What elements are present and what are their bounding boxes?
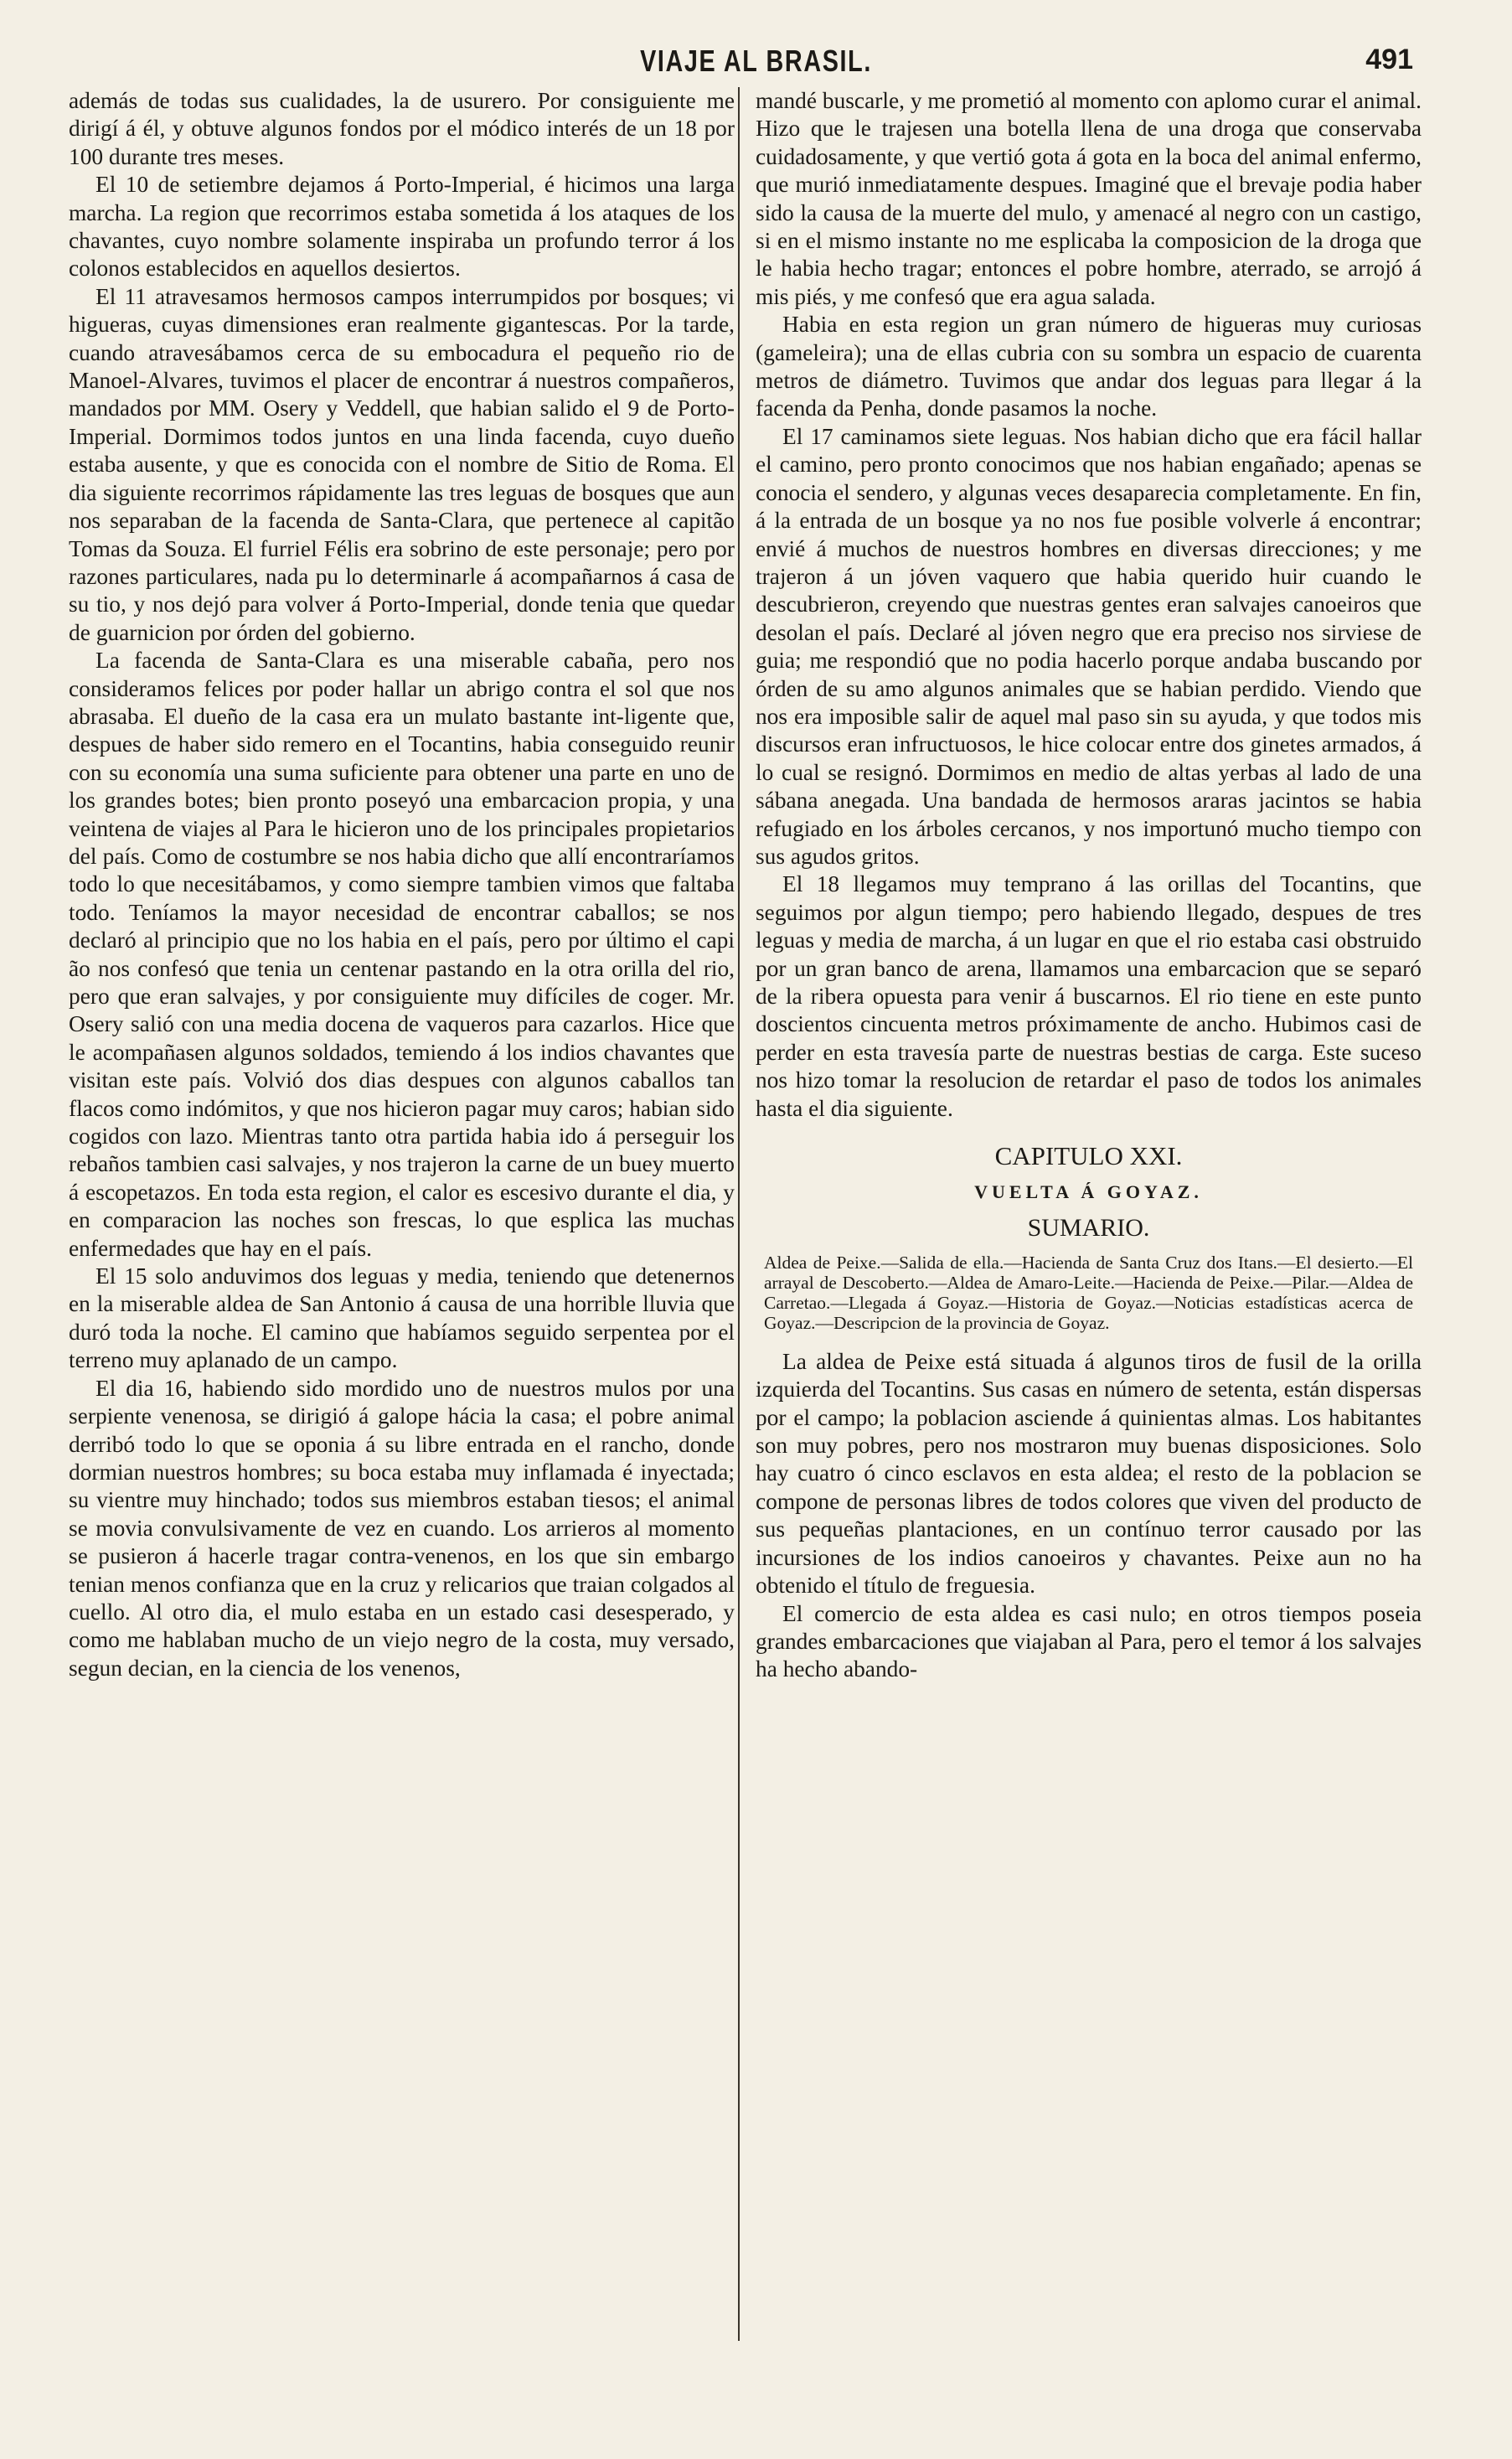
paragraph: Habia en esta region un gran número de higueras muy curiosas (gameleira); una de ellas cubria con su sombra un espacio de cuarenta metros de diámetro. Tuvimos que andar dos leguas para llegar á la facenda da Penha, donde pasamos la noche. [756, 312, 1422, 421]
page-title: VIAJE AL BRASIL. [640, 44, 872, 78]
paragraph: El 15 solo anduvimos dos leguas y media, teniendo que detenernos en la miserable aldea de San Antonio á causa de una horrible lluvia que duró toda la noche. El camino que habíamos seguido serpentea por el terreno muy aplanado de un campo. [69, 1263, 735, 1373]
paragraph: El 18 llegamos muy temprano á las orillas del Tocantins, que seguimos por algun tiempo; pero habiendo llegado, despues de tres leguas y media de marcha, á un lugar en que el rio estaba casi obstruido por un gran banco de arena, llamamos una embarcacion que se separó de la ribera opuesta para venir á buscarnos. El rio tiene en este punto doscientos cincuenta metros próximamente de ancho. Hubimos casi de perder en esta travesía parte de nuestras bestias de carga. Este suceso nos hizo tomar la resolucion de retardar el paso de todos los animales hasta el dia siguiente. [756, 871, 1422, 1121]
right-column [756, 87, 1422, 1684]
page-number: 491 [1365, 44, 1413, 75]
paragraph: mandé buscarle, y me prometió al momento con aplomo curar el animal. Hizo que le trajesen una botella llena de una droga que conservaba cuidadosamente, y que vertió gota á gota en la boca del animal enfermo, que murió inmediatamente despues. Imaginé que el brevaje podia haber sido la causa de la muerte del mulo, y amenacé al negro con un castigo, si en el mismo instante no me esplicaba la composicion de la droga que le habia hecho tragar; entonces el pobre hombre, aterrado, se arrojó á mis piés, y me confesó que era agua salada. [756, 88, 1422, 309]
paragraph: El 17 caminamos siete leguas. Nos habian dicho que era fácil hallar el camino, pero pronto conocimos que nos habian engañado; apenas se conocia el sendero, y algunas veces desaparecia completamente. En fin, á la entrada de un bosque ya no nos fue posible volverle á encontrar; envié á muchos de nuestros hombres en diversas direcciones; y me trajeron á un jóven vaquero que habia querido huir cuando le descubrieron, creyendo que nuestras gentes eran salvajes canoeiros que desolan el país. Declaré al jóven negro que era preciso nos sirviese de guia; me respondió que no podia hacerlo porque andaba buscando por órden de su amo algunos animales que se habian perdido. Viendo que nos era imposible salir de aquel mal paso sin su ayuda, y que todos mis discursos eran infructuosos, le hice colocar entre dos ginetes armados, á lo cual se resignó. Dormimos en medio de altas yerbas al lado de una sábana anegada. Una bandada de hermosos araras jacintos se habia refugiado en los árboles cercanos, y nos importunó mucho tiempo con sus agudos gritos. [756, 423, 1422, 869]
paragraph: El 10 de setiembre dejamos á Porto-Imperial, é hicimos una larga marcha. La region que recorrimos estaba sometida á los ataques de los chavantes, cuyo nombre solamente inspiraba un profundo terror á los colonos establecidos en aquellos desiertos. [69, 172, 735, 282]
paragraph: El comercio de esta aldea es casi nulo; en otros tiempos poseia grandes embarcaciones que viajaban al Para, pero el temor á los salvajes ha hecho abando- [756, 1600, 1422, 1682]
chapter-subtitle: VUELTA Á GOYAZ. [974, 1181, 1203, 1203]
summary-text: Aldea de Peixe.—Salida de ella.—Hacienda de Santa Cruz dos Itans.—El desierto.—El arrayal de Descoberto.—Aldea de Amaro-Leite.—Hacienda de Peixe.—Pilar.—Aldea de Carretao.—Llegada á Goyaz.—Historia de Goyaz.—Noticias estadísticas acerca de Goyaz.—Descripcion de la provincia de Goyaz. [764, 1252, 1413, 1333]
chapter-heading: CAPITULO XXI. [994, 1141, 1183, 1171]
running-head [0, 44, 1512, 80]
paragraph: El 11 atravesamos hermosos campos interrumpidos por bosques; vi higueras, cuyas dimensiones eran realmente gigantescas. Por la tarde, cuando atravesábamos cerca de su embocadura el pequeño rio de Manoel-Alvares, tuvimos el placer de encontrar á nuestros compañeros, mandados por MM. Osery y Veddell, que habian salido el 9 de Porto-Imperial. Dormimos todos juntos en una linda facenda, cuyo dueño estaba ausente, y que es conocida con el nombre de Sitio de Roma. El dia siguiente recorrimos rápidamente las tres leguas de bosques que aun nos separaban de la facenda de Santa-Clara, que pertenece al capitão Tomas da Souza. El furriel Félis era sobrino de este personaje; pero por razones particulares, nada pu lo determinarle á acompañarnos á casa de su tio, y nos dejó para volver á Porto-Imperial, donde tenia que quedar de guarnicion por órden del gobierno. [69, 283, 735, 645]
left-column [69, 87, 735, 1682]
paragraph: además de todas sus cualidades, la de usurero. Por consiguiente me dirigí á él, y obtuve algunos fondos por el módico interés de un 18 por 100 durante tres meses. [69, 88, 735, 169]
paragraph: La aldea de Peixe está situada á algunos tiros de fusil de la orilla izquierda del Tocantins. Sus casas en número de setenta, están dispersas por el campo; la poblacion asciende á quinientas almas. Los habitantes son muy pobres, pero nos mostraron muy buenas disposiciones. Solo hay cuatro ó cinco esclavos en esta aldea; el resto de la poblacion se compone de personas libres de todos colores que viven del producto de sus pequeñas plantaciones, en un contínuo terror causado por las incursiones de los indios canoeiros y chavantes. Peixe aun no ha obtenido el título de freguesia. [756, 1348, 1422, 1599]
paragraph: La facenda de Santa-Clara es una miserable cabaña, pero nos consideramos felices por poder hallar un abrigo contra el sol que nos abrasaba. El dueño de la casa era un mulato bastante int-ligente que, despues de haber sido remero en el Tocantins, habia conseguido reunir con su economía una suma suficiente para obtener una parte en uno de los grandes botes; bien pronto poseyó una embarcacion propia, y una veintena de viajes al Para le hicieron uno de los principales propietarios del país. Como de costumbre se nos habia dicho que allí encontraríamos todo lo que necesitábamos, y como siempre tambien vimos que faltaba todo. Teníamos la mayor necesidad de encontrar caballos; se nos declaró al principio que no los habia en el país, pero por último el capi ão nos confesó que tenia un centenar pastando en la otra orilla del rio, pero que eran salvajes, y por consiguiente muy difíciles de coger. Mr. Osery salió con una media docena de vaqueros para cazarlos. Hice que le acompañasen algunos soldados, temiendo á los indios chavantes que visitan este país. Volvió dos dias despues con algunos caballos tan flacos como indómitos, y que nos hicieron pagar muy caros; habian sido cogidos con lazo. Mientras tanto otra partida habia ido á perseguir los rebaños tambien casi salvajes, y nos trajeron la carne de un buey muerto á escopetazos. En toda esta region, el calor es escesivo durante el dia, y en comparacion las noches son frescas, lo que esplica las muchas enfermedades que hay en el país. [69, 648, 735, 1261]
paragraph: El dia 16, habiendo sido mordido uno de nuestros mulos por una serpiente venenosa, se dirigió á galope hácia la casa; el pobre animal derribó todo lo que se oponia á su libre entrada en el rancho, donde dormian nuestros hombres; su boca estaba muy inflamada é inyectada; su vientre muy hinchado; todos sus miembros estaban tiesos; el animal se movia convulsivamente de vez en cuando. Los arrieros al momento se pusieron á hacerle tragar contra-venenos, en los que sin embargo tenian menos confianza que en la cruz y relicarios que traian colgados al cuello. Al otro dia, el mulo estaba en un estado casi desesperado, y como me hablaban mucho de un viejo negro de la costa, muy versado, segun decian, en la ciencia de los venenos, [69, 1375, 735, 1681]
summary-heading: SUMARIO. [1027, 1214, 1150, 1242]
column-divider [738, 87, 740, 2341]
